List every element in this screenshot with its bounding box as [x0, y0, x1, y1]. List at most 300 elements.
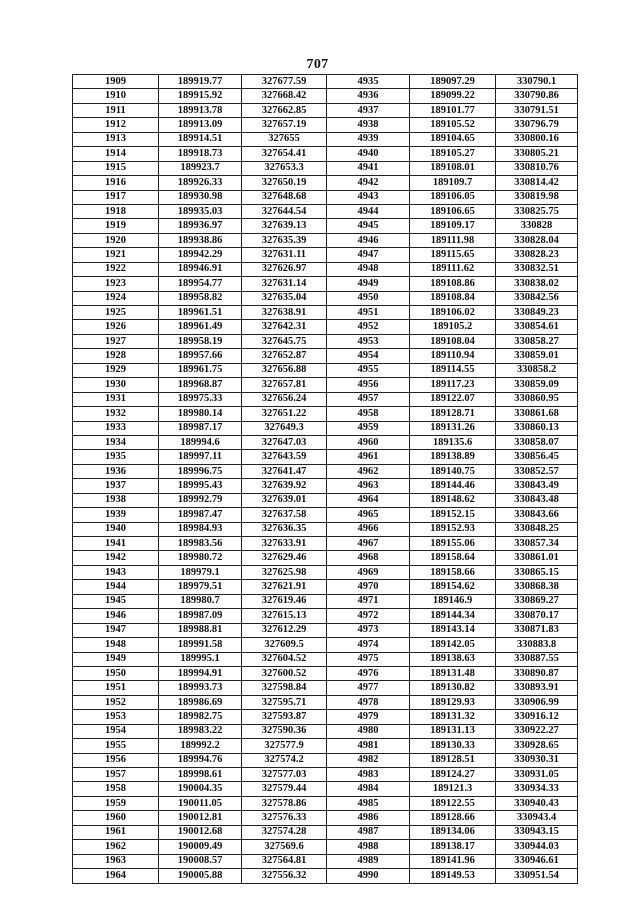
cell-point-number-b: 4989: [327, 854, 410, 868]
cell-y-coordinate-b: 330940.43: [496, 796, 578, 810]
table-row: [73, 594, 578, 608]
cell-point-number-b: 4980: [327, 724, 410, 738]
cell-y-coordinate-b: 330854.61: [496, 320, 578, 334]
table-row: [73, 421, 578, 435]
table-row: [73, 75, 578, 89]
cell-point-number-a: 1946: [73, 609, 159, 623]
cell-point-number-a: 1938: [73, 493, 159, 507]
cell-x-coordinate-a: 189983.56: [159, 537, 242, 551]
table-row: [73, 407, 578, 421]
cell-point-number-b: 4957: [327, 392, 410, 406]
cell-y-coordinate-b: 330860.95: [496, 392, 578, 406]
cell-y-coordinate-b: 330859.01: [496, 349, 578, 363]
table-row: [73, 840, 578, 854]
cell-x-coordinate-a: 189998.61: [159, 768, 242, 782]
cell-point-number-b: 4941: [327, 161, 410, 175]
cell-point-number-a: 1957: [73, 768, 159, 782]
cell-y-coordinate-b: 330814.42: [496, 176, 578, 190]
cell-x-coordinate-a: 189930.98: [159, 190, 242, 204]
cell-x-coordinate-a: 189980.14: [159, 407, 242, 421]
cell-point-number-a: 1920: [73, 233, 159, 247]
cell-y-coordinate-a: 327612.29: [242, 623, 327, 637]
cell-point-number-b: 4986: [327, 811, 410, 825]
cell-y-coordinate-a: 327635.39: [242, 233, 327, 247]
cell-point-number-a: 1932: [73, 407, 159, 421]
cell-x-coordinate-b: 189101.77: [410, 103, 496, 117]
cell-x-coordinate-b: 189154.62: [410, 580, 496, 594]
table-row: [73, 724, 578, 738]
table-row: [73, 493, 578, 507]
cell-point-number-a: 1945: [73, 594, 159, 608]
cell-y-coordinate-b: 330838.02: [496, 277, 578, 291]
cell-x-coordinate-b: 189105.27: [410, 147, 496, 161]
cell-y-coordinate-a: 327644.54: [242, 204, 327, 218]
cell-x-coordinate-b: 189104.65: [410, 132, 496, 146]
cell-y-coordinate-a: 327625.98: [242, 565, 327, 579]
cell-point-number-a: 1952: [73, 695, 159, 709]
cell-y-coordinate-a: 327564.81: [242, 854, 327, 868]
cell-point-number-b: 4970: [327, 580, 410, 594]
cell-y-coordinate-a: 327657.81: [242, 378, 327, 392]
cell-point-number-b: 4965: [327, 508, 410, 522]
cell-x-coordinate-b: 189122.07: [410, 392, 496, 406]
cell-x-coordinate-a: 189961.49: [159, 320, 242, 334]
cell-point-number-a: 1919: [73, 219, 159, 233]
cell-y-coordinate-b: 330930.31: [496, 753, 578, 767]
cell-x-coordinate-a: 189994.91: [159, 666, 242, 680]
cell-y-coordinate-b: 330944.03: [496, 840, 578, 854]
cell-x-coordinate-b: 189109.7: [410, 176, 496, 190]
table-row: [73, 262, 578, 276]
table-row: [73, 508, 578, 522]
cell-x-coordinate-a: 189958.19: [159, 334, 242, 348]
cell-y-coordinate-b: 330883.8: [496, 638, 578, 652]
cell-x-coordinate-a: 189913.09: [159, 118, 242, 132]
cell-point-number-b: 4987: [327, 825, 410, 839]
cell-y-coordinate-a: 327651.22: [242, 407, 327, 421]
cell-y-coordinate-b: 330828: [496, 219, 578, 233]
table-row: [73, 551, 578, 565]
cell-point-number-a: 1934: [73, 435, 159, 449]
cell-point-number-a: 1962: [73, 840, 159, 854]
cell-x-coordinate-b: 189124.27: [410, 768, 496, 782]
table-row: [73, 103, 578, 117]
cell-point-number-a: 1927: [73, 334, 159, 348]
cell-y-coordinate-b: 330861.01: [496, 551, 578, 565]
cell-x-coordinate-a: 189992.2: [159, 739, 242, 753]
cell-point-number-b: 4937: [327, 103, 410, 117]
cell-y-coordinate-b: 330790.1: [496, 75, 578, 89]
cell-y-coordinate-b: 330849.23: [496, 306, 578, 320]
cell-point-number-b: 4961: [327, 450, 410, 464]
cell-point-number-b: 4949: [327, 277, 410, 291]
cell-y-coordinate-a: 327569.6: [242, 840, 327, 854]
cell-y-coordinate-a: 327655: [242, 132, 327, 146]
cell-point-number-a: 1925: [73, 306, 159, 320]
cell-point-number-a: 1959: [73, 796, 159, 810]
cell-point-number-b: 4982: [327, 753, 410, 767]
cell-y-coordinate-a: 327621.91: [242, 580, 327, 594]
cell-y-coordinate-b: 330857.34: [496, 537, 578, 551]
cell-x-coordinate-a: 189915.92: [159, 89, 242, 103]
cell-point-number-a: 1953: [73, 710, 159, 724]
cell-x-coordinate-b: 189144.34: [410, 609, 496, 623]
cell-y-coordinate-a: 327639.13: [242, 219, 327, 233]
cell-x-coordinate-b: 189121.3: [410, 782, 496, 796]
cell-point-number-a: 1916: [73, 176, 159, 190]
cell-point-number-a: 1951: [73, 681, 159, 695]
cell-x-coordinate-a: 189961.51: [159, 306, 242, 320]
cell-point-number-b: 4950: [327, 291, 410, 305]
cell-y-coordinate-a: 327636.35: [242, 522, 327, 536]
cell-point-number-a: 1954: [73, 724, 159, 738]
cell-point-number-a: 1917: [73, 190, 159, 204]
cell-point-number-b: 4979: [327, 710, 410, 724]
cell-point-number-a: 1936: [73, 464, 159, 478]
cell-y-coordinate-a: 327633.91: [242, 537, 327, 551]
cell-y-coordinate-b: 330791.51: [496, 103, 578, 117]
cell-y-coordinate-a: 327576.33: [242, 811, 327, 825]
cell-x-coordinate-a: 189995.1: [159, 652, 242, 666]
cell-y-coordinate-a: 327600.52: [242, 666, 327, 680]
cell-x-coordinate-b: 189114.55: [410, 363, 496, 377]
cell-x-coordinate-a: 189961.75: [159, 363, 242, 377]
cell-x-coordinate-b: 189138.63: [410, 652, 496, 666]
cell-x-coordinate-a: 189926.33: [159, 176, 242, 190]
cell-point-number-a: 1943: [73, 565, 159, 579]
cell-y-coordinate-b: 330922.27: [496, 724, 578, 738]
cell-x-coordinate-a: 189935.03: [159, 204, 242, 218]
table-row: [73, 118, 578, 132]
cell-x-coordinate-b: 189099.22: [410, 89, 496, 103]
cell-y-coordinate-a: 327577.9: [242, 739, 327, 753]
cell-point-number-b: 4967: [327, 537, 410, 551]
cell-x-coordinate-a: 190012.68: [159, 825, 242, 839]
cell-y-coordinate-b: 330790.86: [496, 89, 578, 103]
cell-x-coordinate-b: 189158.66: [410, 565, 496, 579]
cell-x-coordinate-b: 189108.01: [410, 161, 496, 175]
cell-point-number-b: 4972: [327, 609, 410, 623]
cell-x-coordinate-b: 189140.75: [410, 464, 496, 478]
cell-point-number-a: 1949: [73, 652, 159, 666]
cell-point-number-a: 1948: [73, 638, 159, 652]
table-row: [73, 580, 578, 594]
cell-point-number-b: 4942: [327, 176, 410, 190]
cell-y-coordinate-b: 330832.51: [496, 262, 578, 276]
table-row: [73, 479, 578, 493]
cell-x-coordinate-a: 189983.22: [159, 724, 242, 738]
cell-y-coordinate-b: 330916.12: [496, 710, 578, 724]
cell-y-coordinate-a: 327657.19: [242, 118, 327, 132]
cell-point-number-a: 1926: [73, 320, 159, 334]
cell-point-number-a: 1935: [73, 450, 159, 464]
coordinates-table: [72, 74, 578, 884]
cell-x-coordinate-b: 189142.05: [410, 638, 496, 652]
table-row: [73, 450, 578, 464]
cell-y-coordinate-b: 330931.05: [496, 768, 578, 782]
cell-y-coordinate-b: 330871.83: [496, 623, 578, 637]
cell-x-coordinate-b: 189149.53: [410, 869, 496, 883]
cell-point-number-a: 1942: [73, 551, 159, 565]
cell-point-number-b: 4963: [327, 479, 410, 493]
cell-y-coordinate-a: 327637.58: [242, 508, 327, 522]
table-row: [73, 695, 578, 709]
table-row: [73, 334, 578, 348]
cell-x-coordinate-b: 189108.86: [410, 277, 496, 291]
cell-y-coordinate-a: 327645.75: [242, 334, 327, 348]
cell-y-coordinate-b: 330870.17: [496, 609, 578, 623]
cell-point-number-a: 1922: [73, 262, 159, 276]
cell-x-coordinate-a: 189938.86: [159, 233, 242, 247]
cell-point-number-b: 4966: [327, 522, 410, 536]
cell-x-coordinate-b: 189108.84: [410, 291, 496, 305]
cell-point-number-a: 1928: [73, 349, 159, 363]
cell-x-coordinate-b: 189109.17: [410, 219, 496, 233]
cell-x-coordinate-b: 189097.29: [410, 75, 496, 89]
cell-y-coordinate-b: 330805.21: [496, 147, 578, 161]
cell-x-coordinate-b: 189111.62: [410, 262, 496, 276]
cell-y-coordinate-a: 327650.19: [242, 176, 327, 190]
cell-y-coordinate-a: 327574.28: [242, 825, 327, 839]
cell-point-number-a: 1950: [73, 666, 159, 680]
table-row: [73, 89, 578, 103]
cell-point-number-a: 1964: [73, 869, 159, 883]
cell-y-coordinate-a: 327626.97: [242, 262, 327, 276]
cell-y-coordinate-b: 330906.99: [496, 695, 578, 709]
cell-y-coordinate-a: 327635.04: [242, 291, 327, 305]
cell-y-coordinate-a: 327593.87: [242, 710, 327, 724]
cell-x-coordinate-b: 189155.06: [410, 537, 496, 551]
cell-x-coordinate-b: 189152.15: [410, 508, 496, 522]
cell-x-coordinate-a: 189954.77: [159, 277, 242, 291]
cell-point-number-a: 1924: [73, 291, 159, 305]
cell-y-coordinate-a: 327648.68: [242, 190, 327, 204]
cell-y-coordinate-a: 327639.01: [242, 493, 327, 507]
cell-point-number-a: 1910: [73, 89, 159, 103]
cell-x-coordinate-a: 189996.75: [159, 464, 242, 478]
cell-y-coordinate-b: 330887.55: [496, 652, 578, 666]
cell-x-coordinate-b: 189131.13: [410, 724, 496, 738]
cell-point-number-b: 4968: [327, 551, 410, 565]
cell-point-number-b: 4971: [327, 594, 410, 608]
cell-x-coordinate-a: 189958.82: [159, 291, 242, 305]
cell-y-coordinate-a: 327598.84: [242, 681, 327, 695]
cell-y-coordinate-a: 327641.47: [242, 464, 327, 478]
cell-y-coordinate-a: 327639.92: [242, 479, 327, 493]
cell-y-coordinate-b: 330828.04: [496, 233, 578, 247]
table-row: [73, 609, 578, 623]
cell-y-coordinate-a: 327652.87: [242, 349, 327, 363]
cell-x-coordinate-a: 189923.7: [159, 161, 242, 175]
table-row: [73, 204, 578, 218]
cell-point-number-b: 4975: [327, 652, 410, 666]
cell-x-coordinate-a: 189988.81: [159, 623, 242, 637]
cell-point-number-a: 1918: [73, 204, 159, 218]
cell-point-number-a: 1931: [73, 392, 159, 406]
cell-x-coordinate-b: 189117.23: [410, 378, 496, 392]
cell-point-number-a: 1960: [73, 811, 159, 825]
cell-y-coordinate-a: 327631.11: [242, 248, 327, 262]
cell-y-coordinate-b: 330842.56: [496, 291, 578, 305]
cell-point-number-b: 4977: [327, 681, 410, 695]
cell-point-number-a: 1909: [73, 75, 159, 89]
cell-x-coordinate-a: 189914.51: [159, 132, 242, 146]
cell-y-coordinate-b: 330943.4: [496, 811, 578, 825]
cell-y-coordinate-b: 330943.15: [496, 825, 578, 839]
cell-point-number-b: 4936: [327, 89, 410, 103]
cell-y-coordinate-a: 327595.71: [242, 695, 327, 709]
table-row: [73, 306, 578, 320]
cell-y-coordinate-a: 327619.46: [242, 594, 327, 608]
cell-x-coordinate-b: 189130.82: [410, 681, 496, 695]
cell-y-coordinate-a: 327654.41: [242, 147, 327, 161]
cell-y-coordinate-a: 327631.14: [242, 277, 327, 291]
table-row: [73, 392, 578, 406]
cell-point-number-a: 1956: [73, 753, 159, 767]
table-row: [73, 638, 578, 652]
cell-x-coordinate-a: 190009.49: [159, 840, 242, 854]
cell-x-coordinate-b: 189128.71: [410, 407, 496, 421]
table-row: [73, 464, 578, 478]
cell-y-coordinate-b: 330865.15: [496, 565, 578, 579]
cell-point-number-b: 4955: [327, 363, 410, 377]
cell-point-number-b: 4962: [327, 464, 410, 478]
cell-point-number-b: 4973: [327, 623, 410, 637]
cell-y-coordinate-a: 327649.3: [242, 421, 327, 435]
cell-point-number-b: 4990: [327, 869, 410, 883]
cell-y-coordinate-a: 327629.46: [242, 551, 327, 565]
cell-x-coordinate-a: 189946.91: [159, 262, 242, 276]
cell-y-coordinate-a: 327590.36: [242, 724, 327, 738]
cell-x-coordinate-a: 189992.79: [159, 493, 242, 507]
cell-point-number-a: 1961: [73, 825, 159, 839]
table-row: [73, 349, 578, 363]
cell-point-number-a: 1914: [73, 147, 159, 161]
cell-y-coordinate-a: 327556.32: [242, 869, 327, 883]
cell-point-number-b: 4952: [327, 320, 410, 334]
table-row: [73, 233, 578, 247]
table-row: [73, 378, 578, 392]
cell-x-coordinate-b: 189111.98: [410, 233, 496, 247]
cell-point-number-b: 4981: [327, 739, 410, 753]
cell-point-number-a: 1911: [73, 103, 159, 117]
cell-x-coordinate-a: 189987.47: [159, 508, 242, 522]
table-row: [73, 710, 578, 724]
cell-x-coordinate-a: 189979.1: [159, 565, 242, 579]
cell-point-number-a: 1955: [73, 739, 159, 753]
cell-point-number-b: 4944: [327, 204, 410, 218]
cell-y-coordinate-b: 330843.49: [496, 479, 578, 493]
cell-x-coordinate-a: 190012.81: [159, 811, 242, 825]
cell-x-coordinate-b: 189131.48: [410, 666, 496, 680]
cell-point-number-a: 1941: [73, 537, 159, 551]
cell-point-number-b: 4935: [327, 75, 410, 89]
table-row: [73, 435, 578, 449]
cell-point-number-b: 4951: [327, 306, 410, 320]
cell-point-number-b: 4954: [327, 349, 410, 363]
cell-y-coordinate-b: 330928.65: [496, 739, 578, 753]
cell-point-number-b: 4939: [327, 132, 410, 146]
coordinates-table-body: [73, 75, 578, 884]
cell-y-coordinate-a: 327579.44: [242, 782, 327, 796]
cell-point-number-b: 4953: [327, 334, 410, 348]
cell-point-number-b: 4946: [327, 233, 410, 247]
cell-x-coordinate-a: 190005.88: [159, 869, 242, 883]
cell-y-coordinate-b: 330858.07: [496, 435, 578, 449]
cell-y-coordinate-a: 327574.2: [242, 753, 327, 767]
table-row: [73, 248, 578, 262]
cell-point-number-b: 4940: [327, 147, 410, 161]
cell-x-coordinate-a: 189982.75: [159, 710, 242, 724]
cell-y-coordinate-b: 330868.38: [496, 580, 578, 594]
cell-x-coordinate-a: 189979.51: [159, 580, 242, 594]
table-row: [73, 161, 578, 175]
cell-x-coordinate-b: 189115.65: [410, 248, 496, 262]
table-row: [73, 811, 578, 825]
cell-y-coordinate-a: 327662.85: [242, 103, 327, 117]
cell-x-coordinate-a: 189991.58: [159, 638, 242, 652]
cell-point-number-a: 1944: [73, 580, 159, 594]
cell-point-number-a: 1923: [73, 277, 159, 291]
cell-x-coordinate-b: 189128.66: [410, 811, 496, 825]
cell-x-coordinate-b: 189131.26: [410, 421, 496, 435]
cell-y-coordinate-b: 330848.25: [496, 522, 578, 536]
cell-point-number-a: 1913: [73, 132, 159, 146]
cell-point-number-b: 4964: [327, 493, 410, 507]
cell-x-coordinate-a: 189919.77: [159, 75, 242, 89]
table-row: [73, 869, 578, 883]
table-row: [73, 147, 578, 161]
cell-point-number-b: 4948: [327, 262, 410, 276]
cell-x-coordinate-a: 189986.69: [159, 695, 242, 709]
cell-y-coordinate-a: 327604.52: [242, 652, 327, 666]
cell-x-coordinate-b: 189144.46: [410, 479, 496, 493]
cell-point-number-a: 1929: [73, 363, 159, 377]
table-row: [73, 363, 578, 377]
cell-y-coordinate-a: 327643.59: [242, 450, 327, 464]
page-number: 707: [306, 57, 329, 72]
cell-x-coordinate-a: 189957.66: [159, 349, 242, 363]
table-row: [73, 522, 578, 536]
table-row: [73, 320, 578, 334]
cell-point-number-a: 1915: [73, 161, 159, 175]
cell-y-coordinate-b: 330858.27: [496, 334, 578, 348]
cell-y-coordinate-b: 330843.48: [496, 493, 578, 507]
table-row: [73, 277, 578, 291]
cell-x-coordinate-a: 189942.29: [159, 248, 242, 262]
table-row: [73, 132, 578, 146]
cell-y-coordinate-b: 330860.13: [496, 421, 578, 435]
cell-x-coordinate-b: 189134.06: [410, 825, 496, 839]
cell-y-coordinate-a: 327638.91: [242, 306, 327, 320]
cell-y-coordinate-a: 327677.59: [242, 75, 327, 89]
cell-y-coordinate-b: 330858.2: [496, 363, 578, 377]
cell-x-coordinate-b: 189122.55: [410, 796, 496, 810]
cell-x-coordinate-b: 189141.96: [410, 854, 496, 868]
cell-point-number-b: 4974: [327, 638, 410, 652]
cell-x-coordinate-b: 189106.65: [410, 204, 496, 218]
cell-x-coordinate-a: 190008.57: [159, 854, 242, 868]
cell-x-coordinate-a: 189994.76: [159, 753, 242, 767]
cell-y-coordinate-b: 330861.68: [496, 407, 578, 421]
cell-y-coordinate-a: 327656.24: [242, 392, 327, 406]
cell-y-coordinate-a: 327647.03: [242, 435, 327, 449]
cell-y-coordinate-b: 330828.23: [496, 248, 578, 262]
cell-x-coordinate-b: 189129.93: [410, 695, 496, 709]
cell-y-coordinate-b: 330800.16: [496, 132, 578, 146]
cell-y-coordinate-a: 327578.86: [242, 796, 327, 810]
table-row: [73, 753, 578, 767]
